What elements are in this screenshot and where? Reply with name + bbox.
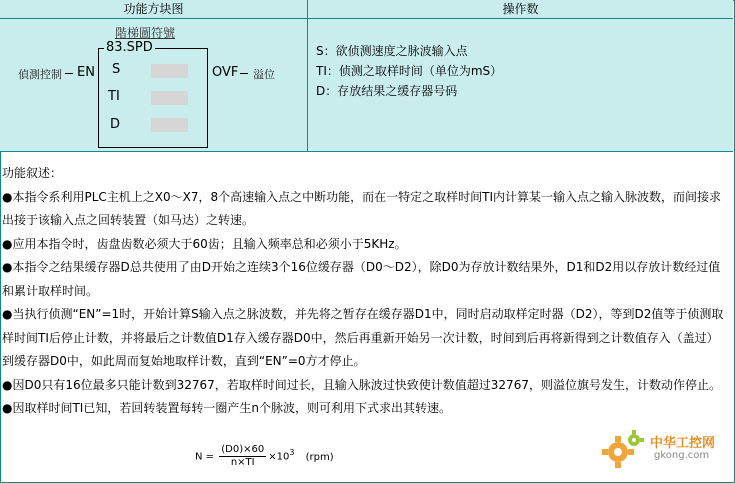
formula-denominator: n×TI (230, 457, 255, 468)
output-dash (240, 73, 248, 74)
pin-d-field (151, 118, 188, 132)
formula-multiplier: ×10 (268, 451, 290, 463)
operand-d: D：存放结果之缓存器号码 (316, 84, 458, 98)
pin-s-field (151, 64, 188, 78)
operand-s: S：欲侦测速度之脉波输入点 (316, 44, 468, 58)
input-signal-label: 偵測控制 (18, 68, 62, 81)
gear-icon (600, 428, 646, 474)
diagram-title: 階梯圖符號 (115, 26, 176, 40)
input-dash (65, 73, 73, 74)
function-name: 83.SPD (106, 40, 153, 55)
watermark-url: gkong.com (654, 450, 710, 461)
operands-cell (308, 19, 733, 152)
watermark-title: 中华工控网 (650, 436, 716, 451)
function-description (2, 162, 730, 421)
pin-ti-field (151, 91, 188, 105)
formula-lhs: N = (195, 451, 215, 463)
pin-s-label: S (112, 62, 121, 77)
description-paragraph-4: ●当执行侦测“EN”=1时，开始计算S输入点之脉波数，并先将之暂存在缓存器D1中，同时启动取样定时器（D2），等到D2值等于侦测取样时间TI后停止计数，并将最后之计数值D1存入缓存器D0中，然后再重新开始另一次计数，时间到后再将新得到之计数值存入（盖过）到缓存器D0中，如此周而复始地取样计数，直到“EN”=0方才停止。 (2, 307, 724, 368)
header-operands: 操作数 (308, 0, 733, 19)
description-paragraph-5: ●因D0只有16位最多只能计数到32767，若取样时间过长，且输入脉波过快致使计数值超过32767，则溢位旗号发生，计数动作停止。 (2, 377, 721, 392)
formula-fraction (219, 444, 266, 469)
pin-d-label: D (110, 117, 121, 132)
speed-formula (195, 444, 334, 469)
header-block-diagram: 功能方块图 (0, 0, 308, 19)
formula-numerator: (D0)×60 (221, 444, 265, 455)
operand-ti: TI：侦测之取样时间（单位为mS） (316, 64, 503, 78)
description-paragraph-6: ●因取样时间TI已知，若回转装置每转一圈产生n个脉波，则可利用下式求出其转速。 (2, 401, 451, 415)
pin-ti-label: TI (108, 89, 120, 104)
formula-unit: (rpm) (305, 451, 334, 463)
operand-list (316, 41, 502, 101)
ovf-pin-label: OVF (212, 65, 239, 80)
block-diagram-cell (0, 19, 308, 152)
watermark (600, 428, 730, 476)
description-paragraph-3: ●本指令之结果缓存器D总共使用了由D开始之连续3个16位缓存器（D0～D2），除D0为存放计数结果外，D1和D2用以存放计数经过值和累计取样时间。 (2, 260, 721, 298)
output-signal-label: 溢位 (253, 68, 275, 81)
description-paragraph-2: ●应用本指令时，齿盘齿数必须大于60齿；且输入频率总和必须小于5KHz。 (2, 236, 407, 251)
description-heading: 功能叙述： (2, 166, 63, 180)
en-pin-label: EN (77, 65, 95, 80)
description-paragraph-1: ●本指令系利用PLC主机上之X0～X7，8个高速输入点之中断功能，而在一特定之取样时间TI内计算某一输入点之输入脉波数，而间接求出接于该输入点之回转装置（如马达）之转速。 (2, 189, 721, 227)
formula-exponent: 3 (289, 448, 295, 458)
